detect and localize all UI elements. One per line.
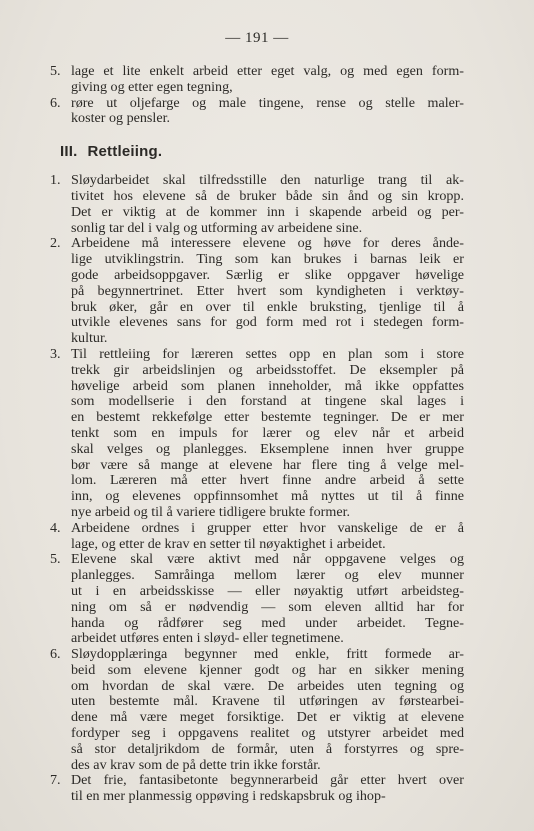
list-item-text [71,552,464,647]
text-line: bør være så mange at elevene har flere ting å velge mel- [71,456,464,473]
text-line: røre ut oljefarge og male tingene, rense og stelle maler- [71,94,464,111]
text-line: lige utviklingstrin. Ting som kan brukes i barnas leik er [71,251,464,268]
list-item [50,552,464,647]
list-item-text [71,64,464,96]
text-line: fordyper seg i oppgavens realitet og utstyrer arbeidet med [71,725,464,742]
text-line: arbeidet utføres enten i sløyd- eller tegnetimene. [71,630,344,647]
list-item-text [71,236,464,347]
text-line: nye arbeid og til å variere tidligere brukte former. [71,503,351,520]
list-item-text [71,173,464,236]
text-line: utvikle elevenes sans for god form med rot i stedegen form- [71,314,464,331]
text-line: Elevene skal være aktivt med når oppgavene velges og [71,551,464,568]
page-number: — 191 — [225,30,289,46]
list-item-text [71,773,464,805]
list-item-number: 5. [50,63,61,79]
text-line: så stor detaljrikdom de formår, uten å forstyrres og spre- [71,740,464,757]
list-item [50,96,464,128]
list-item [50,347,464,521]
list-item [50,647,464,773]
text-line: en bestemt rekkefølge etter bestemte tegninger. De er mer [71,409,464,426]
text-line: Til rettleiing for læreren settes opp en plan som i store [71,345,464,362]
text-line: lom. Læreren må etter hvert finne andre arbeid å sette [71,472,464,489]
text-line: om hvordan de skal være. De arbeides uten tegning og [71,677,464,694]
text-line: dene må være meget forsiktige. Det er viktig at elevene [71,709,464,726]
list-item [50,173,464,236]
text-line: bruk øker, går en over til enkle bruksting, tjenlige til å [71,298,464,315]
text-line: ning om så er nødvendig — som eleven alltid har for [71,598,464,615]
list-item-number: 7. [50,772,61,789]
text-line: Det frie, fantasibetonte begynnerarbeid går etter hvert over [71,772,464,789]
list-item-text [71,347,464,521]
section-heading [60,143,464,160]
text-line: des av krav som de på dette trin ikke forstår. [71,756,321,773]
text-line: giving og etter egen tegning, [71,78,233,95]
list-item-number: 2. [50,235,61,252]
list-item-text [71,647,464,773]
text-line: trekk gir arbeidslinjen og arbeidsstoffet. De eksempler på [71,361,464,378]
text-line: beid som elevene kjenner godt og har en sikker mening [71,661,464,678]
list-item [50,64,464,96]
continued-list [50,64,464,127]
text-line: tivitet hos elevene så de bruker både sin ånd og sin kropp. [71,187,464,204]
list-item-number: 6. [50,646,61,663]
text-line: Arbeidene må interessere elevene og høve for deres ånde- [71,235,464,252]
text-line: til en mer planmessig oppøving i redskapsbruk og ihop- [71,788,386,805]
text-line: planlegges. Samråinga mellom lærer og elev munner [71,567,464,584]
text-line: på begynnertrinet. Etter hvert som kyndigheten i verktøy- [71,282,464,299]
text-line: lage, og etter de krav en setter til nøyaktighet i arbeidet. [71,535,386,552]
text-line: Det er viktig at de kommer inn i skapende arbeid og per- [71,203,464,220]
text-line: høvelige arbeid som planen inneholder, må ikke oppfattes [71,377,464,394]
text-line: som modellserie i den forstand at tingene skal lages i [71,393,464,410]
text-line: lage et lite enkelt arbeid etter eget valg, og med egen form- [71,63,464,79]
list-item-number: 1. [50,172,61,189]
list-item [50,236,464,347]
text-line: inn, og elevenes oppfinnsomhet må nyttes ut til å finne [71,488,464,505]
section-title: Rettleiing. [87,143,163,161]
list-item-number: 5. [50,551,61,568]
text-line: Sløydopplæringa begynner med enkle, fritt formede ar- [71,646,464,663]
text-line: handa og rådfører seg med under arbeidet. Tegne- [71,614,464,631]
text-line: ut i en arbeidsskisse — eller nøyaktig utført arbeidsteg- [71,582,464,599]
section-roman-numeral: III. [60,143,78,161]
text-line: skal velges og planlegges. Eksemplene innen hver gruppe [71,440,464,457]
text-line: uten bestemte mål. Kravene til utføringen av førstearbei- [71,693,464,710]
text-line: gode arbeidsoppgaver. Særlig er slike oppgaver høvelige [71,266,464,283]
list-item [50,773,464,805]
text-line: tenkt som en impuls for lærer og elev når et arbeid [71,424,464,441]
text-line: kultur. [71,330,108,347]
list-item-text [71,96,464,128]
text-line: Sløydarbeidet skal tilfredsstille den naturlige trang til ak- [71,172,464,189]
list-item-number: 6. [50,94,61,111]
list-item-text [71,521,464,553]
guidance-list [50,173,464,805]
text-line: koster og pensler. [71,110,171,127]
list-item-number: 4. [50,519,61,536]
text-line: sonlig tar del i valg og utforming av arbeidene sine. [71,219,363,236]
list-item [50,521,464,553]
list-item-number: 3. [50,345,61,362]
text-line: Arbeidene ordnes i grupper etter hvor vanskelige de er å [71,519,464,536]
